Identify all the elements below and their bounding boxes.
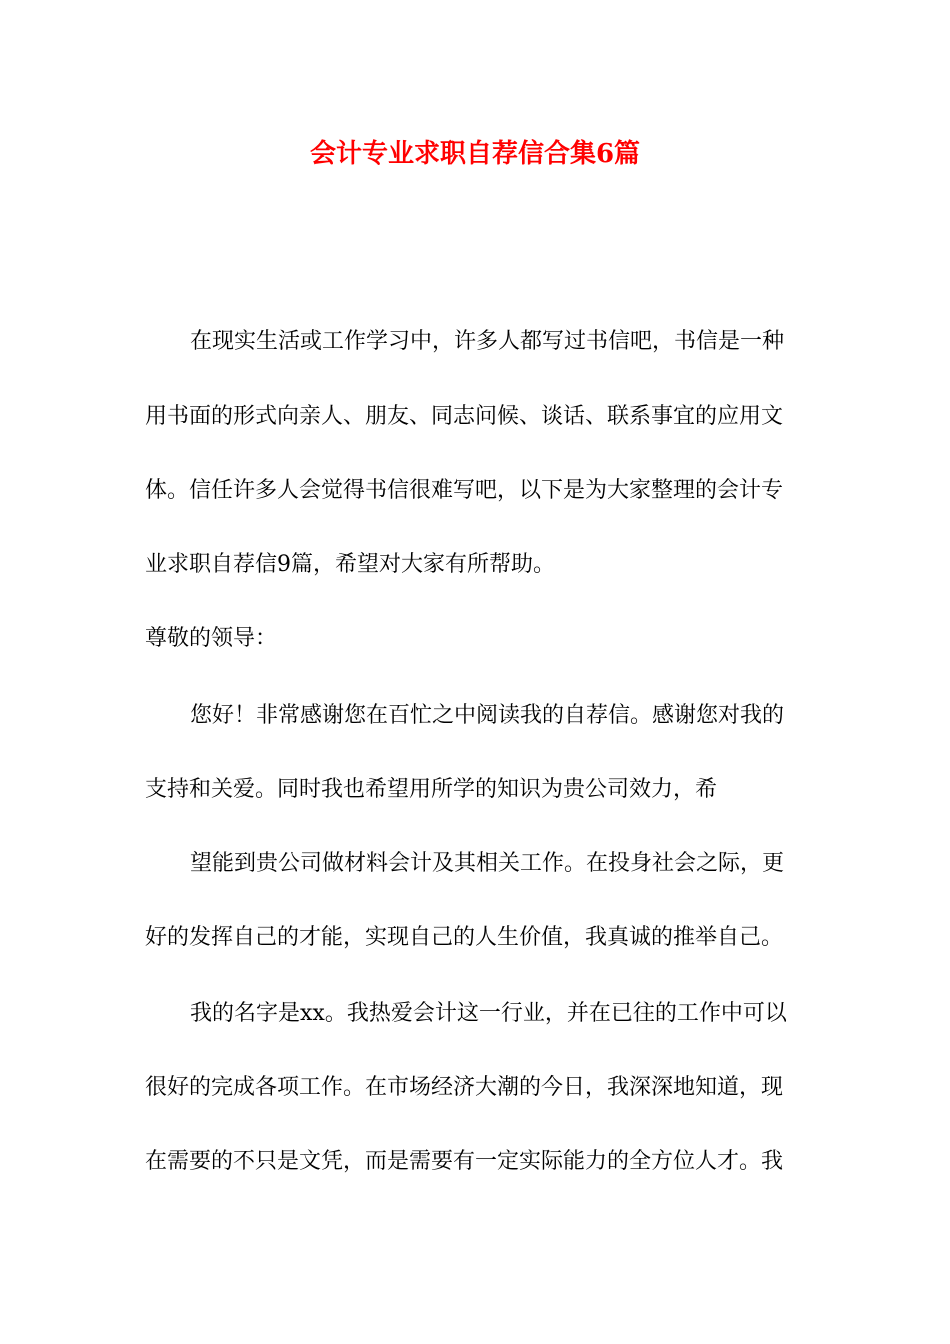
paragraph-line: 体。信任许多人会觉得书信很难写吧，以下是为大家整理的会计专 (145, 478, 784, 503)
paragraph-line: 支持和关爱。同时我也希望用所学的知识为贵公司效力，希 (145, 777, 718, 802)
paragraph-line: 在需要的不只是文凭，而是需要有一定实际能力的全方位人才。我 (145, 1149, 784, 1174)
paragraph-line: 好的发挥自己的才能，实现自己的人生价值，我真诚的推举自己。 (145, 925, 784, 950)
paragraph-line: 在现实生活或工作学习中，许多人都写过书信吧，书信是一种 (190, 329, 785, 354)
paragraph-line: 我的名字是xx。我热爱会计这一行业，并在已往的工作中可以 (190, 1001, 787, 1026)
paragraph-line: 用书面的形式向亲人、朋友、同志问候、谈话、联系事宜的应用文 (145, 404, 784, 429)
document-title: 会计专业求职自荐信合集6篇 (309, 139, 641, 169)
paragraph-line: 很好的完成各项工作。在市场经济大潮的今日，我深深地知道，现 (145, 1075, 784, 1100)
salutation-line: 尊敬的领导： (145, 626, 278, 651)
paragraph-line: 望能到贵公司做材料会计及其相关工作。在投身社会之际，更 (190, 851, 785, 876)
paragraph-line: 业求职自荐信9篇，希望对大家有所帮助。 (145, 552, 555, 577)
paragraph-line: 您好！非常感谢您在百忙之中阅读我的自荐信。感谢您对我的 (190, 703, 785, 728)
